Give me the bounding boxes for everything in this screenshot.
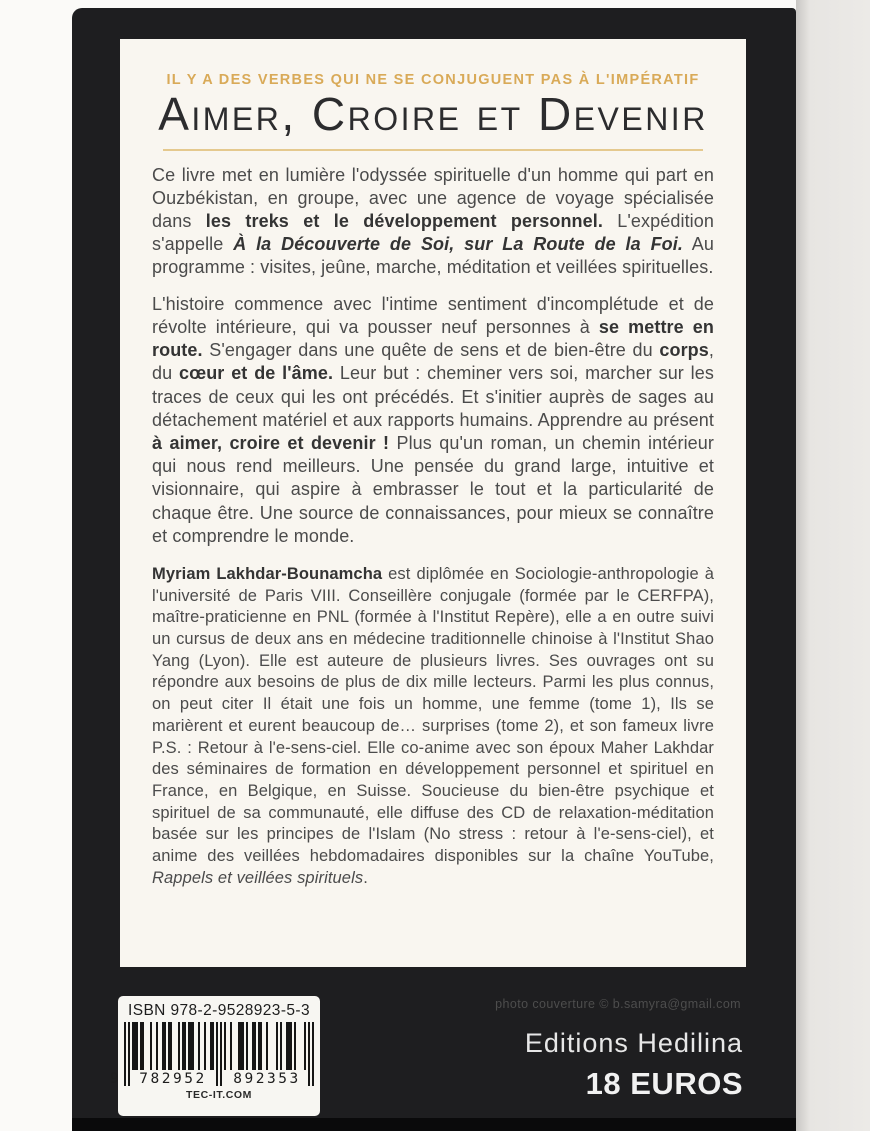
text-run: Myriam Lakhdar-Bounamcha [152, 564, 383, 583]
text-run: Leur but : cheminer vers soi, marcher sur les traces de ceux qui les ont précédés. Et s'initier auprès de sages au détachement matériel et aux rapports humains. Apprendre au présent [152, 363, 714, 430]
author-bio [152, 564, 714, 890]
text-run: Ce livre met en lumière l'odyssée spirituelle d'un homme qui part en Ouzbékistan, en groupe, avec une agence de voyage spécialisée dans [152, 164, 714, 232]
synopsis-paragraph-1 [152, 164, 714, 280]
barcode-digit-group: 782952 [139, 1071, 207, 1087]
barcode-bar [312, 1022, 314, 1086]
back-cover-panel [120, 39, 746, 967]
barcode-digit-group: 9 [110, 1071, 119, 1087]
scan-background-right [796, 0, 870, 1131]
text-run: L'histoire commence avec l'intime sentiment d'incomplétude et de révolte intérieure, qui va pousser neuf personnes à [152, 293, 714, 337]
tagline: IL Y A DES VERBES QUI NE SE CONJUGUENT PAS À L'IMPÉRATIF [166, 72, 700, 88]
text-run: Plus qu'un roman, un chemin intérieur qui nous rend meilleurs. Une pensée du grand large, intuitive et visionnaire, qui aspire à embrasser le tout et la particularité de chaque être. Une source de connaissances, pour mieux se connaître et comprendre le monde. [152, 432, 714, 546]
synopsis-paragraph-2 [152, 293, 714, 548]
text-run: , du [152, 340, 714, 384]
barcode-digit-group: 892353 [233, 1071, 301, 1087]
price: 18 EUROS [585, 1066, 743, 1101]
photo-credit: photo couverture © b.samyra@gmail.com [495, 997, 741, 1011]
text-run: Au programme : visites, jeûne, marche, méditation et veillées spirituelles. [152, 234, 714, 278]
tecit-watermark: TEC-IT.COM [185, 1089, 253, 1101]
publisher-name: Editions Hedilina [524, 1028, 743, 1058]
barcode-label [110, 996, 320, 1116]
text-run: L'expédition s'appelle [152, 211, 714, 255]
ean13-barcode [110, 1022, 314, 1087]
text-run: corps [659, 340, 709, 361]
book-bottom-edge [72, 1118, 796, 1131]
synopsis-block [152, 164, 714, 890]
book-title: Aimer, Croire et Devenir [158, 88, 708, 140]
text-run: cœur et de l'âme. [179, 363, 334, 384]
title-rule [163, 149, 703, 151]
isbn-number: ISBN 978-2-9528923-5-3 [128, 1002, 310, 1019]
text-run: Rappels et veillées spirituels [152, 868, 364, 887]
text-run: à aimer, croire et devenir ! [152, 432, 390, 453]
text-run: est diplômée en Sociologie-anthropologie à l'université de Paris VIII. Conseillère conjugale (formée par le CERFPA), maître-praticienne en PNL (formée à l'Institut Repère), elle a en outre suivi un cursus de deux ans en médecine traditionnelle chinoise à l'Institut Shao Yang (Lyon). Elle est auteure de plusieurs livres. Ses ouvrages ont su répondre aux besoins de plus de dix mille lecteurs. Parmi les plus connus, on peut citer Il était une fois un homme, une femme (tome 1), Ils se marièrent et eurent beaucoup de… surprises (tome 2), et son fameux livre P.S. : Retour à l'e-sens-ciel. Elle co-anime avec son époux Maher Lakhdar des séminaires de formation en développement personnel et spirituel en France, en Belgique, en Suisse. Soucieuse du bien-être psychique et spirituel de sa communauté, elle diffuse des CD de relaxation-méditation basée sur les principes de l'Islam (No stress : retour à l'e-sens-ciel), et anime des veillées hebdomadaires disponibles sur la chaîne YouTube, [152, 564, 714, 866]
text-run: . [363, 868, 368, 887]
text-run: les treks et le développement personnel. [205, 211, 603, 232]
book-cover [72, 8, 796, 1131]
text-run: S'engager dans une quête de sens et de bien-être du [202, 340, 660, 361]
text-run: À la Découverte de Soi, sur La Route de la Foi. [233, 234, 683, 255]
text-run: se mettre en route. [152, 316, 714, 361]
